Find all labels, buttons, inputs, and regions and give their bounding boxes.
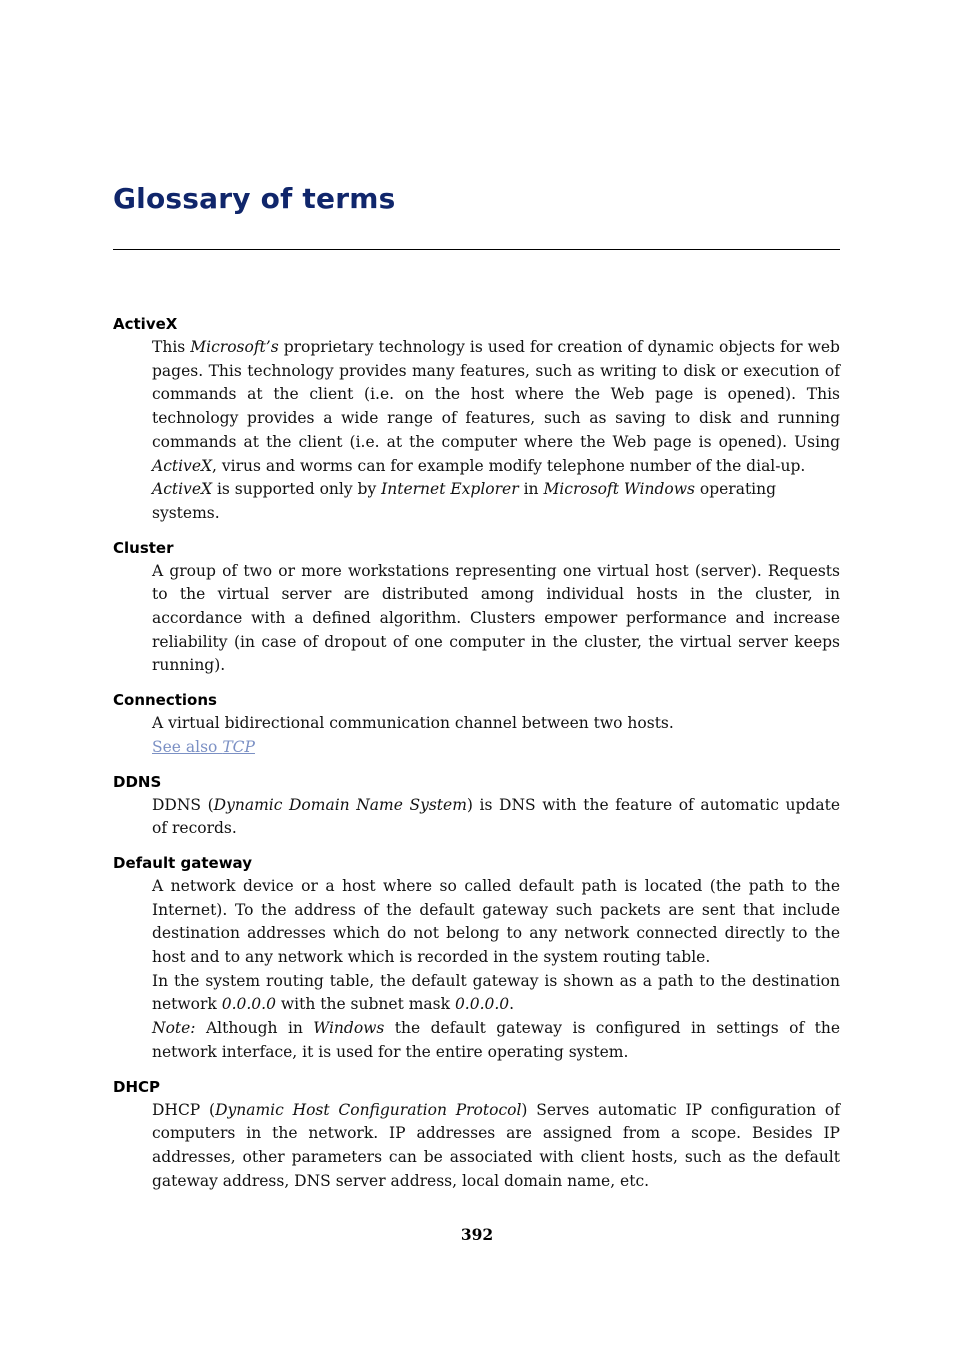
term-ddns: DDNS xyxy=(113,772,162,791)
definition-paragraph: A virtual bidirectional communication channel between two hosts. xyxy=(152,714,674,733)
definition-paragraph: A network device or a host where so called default path is located (the path to the Internet). To the address of the default gateway such packets are sent that include destination addresses which do not belong to any network connected directly to the host and to any network which is recorded in the system routing table. xyxy=(152,876,840,967)
definition-connections xyxy=(152,712,840,759)
glossary-entry-cluster xyxy=(113,536,840,679)
definition-paragraph: Note: Although in Windows the default gateway is configured in settings of the network interface, it is used for the entire operating system. xyxy=(152,1019,840,1061)
definition-dhcp xyxy=(152,1099,840,1194)
definition-paragraph: DHCP (Dynamic Host Configuration Protocol) Serves automatic IP configuration of computers in the network. IP addresses are assigned from a scope. Besides IP addresses, other parameters can be associated with client hosts, such as the default gateway address, DNS server address, local domain name, etc. xyxy=(152,1100,840,1190)
definition-paragraph: DDNS (Dynamic Domain Name System) is DNS with the feature of automatic update of records. xyxy=(152,795,841,838)
glossary-entry-dhcp xyxy=(113,1075,840,1194)
page-title: Glossary of terms xyxy=(113,182,396,215)
definition-default-gateway xyxy=(152,875,840,1065)
glossary-entry-default-gateway xyxy=(113,851,840,1065)
definition-activex xyxy=(152,336,840,526)
glossary-entry-connections xyxy=(113,688,840,759)
term-connections: Connections xyxy=(113,691,217,710)
glossary-entry-ddns xyxy=(113,770,840,841)
definition-paragraph: A group of two or more workstations representing one virtual host (server). Requests to the virtual server are distributed among individual hosts in the cluster, in accordance with a defined algorithm. Clusters empower performance and increase reliability (in case of dropout of one computer in the cluster, the virtual server keeps running). xyxy=(152,561,840,675)
glossary-list xyxy=(113,312,840,1203)
definition-paragraph: This Microsoft’s proprietary technology is used for creation of dynamic objects for web pages. This technology provides many features, such as writing to disk or execution of commands at the client (i.e. on the host where the Web page is opened). This technology provides a wide range of features, such as saving to disk and running commands at the client (i.e. at the computer where the Web page is opened). Using ActiveX, virus and worms can for example modify telephone number of the dial-up. xyxy=(152,338,840,475)
term-activex: ActiveX xyxy=(113,315,178,333)
definition-ddns xyxy=(152,794,840,841)
page-number: 392 xyxy=(460,1225,494,1244)
title-rule xyxy=(113,249,840,250)
definition-paragraph: In the system routing table, the default gateway is shown as a path to the destination network 0.0.0.0 with the subnet mask 0.0.0.0. xyxy=(152,971,840,1014)
term-default-gateway: Default gateway xyxy=(113,853,252,872)
definition-cluster xyxy=(152,560,840,679)
see-also-tcp-link[interactable]: See also TCP xyxy=(152,737,255,756)
definition-paragraph: ActiveX is supported only by Internet Explorer in Microsoft Windows operating systems. xyxy=(152,480,777,522)
term-dhcp: DHCP xyxy=(113,1077,161,1096)
term-cluster: Cluster xyxy=(113,538,174,557)
glossary-entry-activex xyxy=(113,312,840,526)
